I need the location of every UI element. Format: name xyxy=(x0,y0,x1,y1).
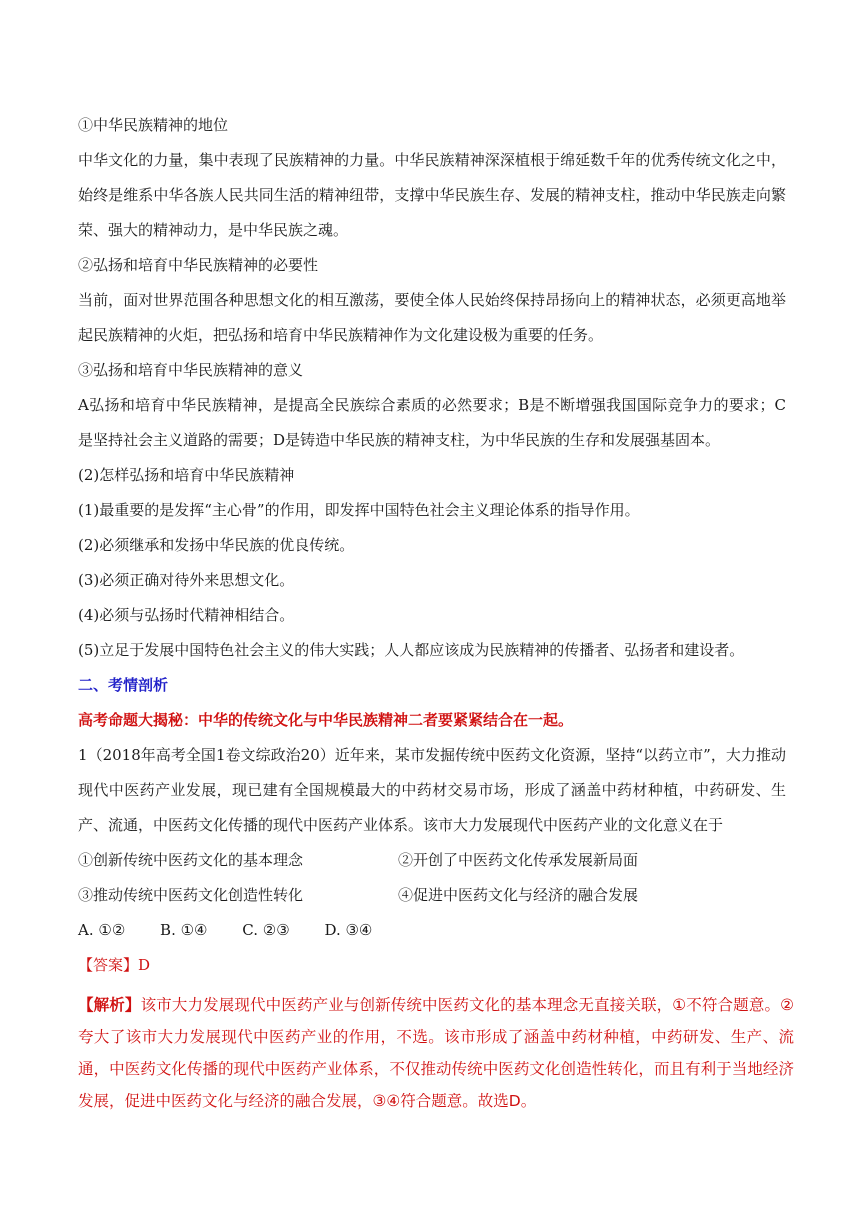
option-1: ①创新传统中医药文化的基本理念 xyxy=(78,851,304,869)
choice-a: A. ①② xyxy=(78,921,126,939)
section-3-body: A弘扬和培育中华民族精神，是提高全民族综合素质的必然要求；B是不断增强我国国际竞争力的要求；C是坚持社会主义道路的需要；D是铸造中华民族的精神支柱，为中华民族的生存和发展强基固本。 xyxy=(78,396,786,449)
analysis-label: 【解析】 xyxy=(78,996,141,1014)
section-3-title: ③弘扬和培育中华民族精神的意义 xyxy=(78,361,304,379)
how-title: (2)怎样弘扬和培育中华民族精神 xyxy=(78,466,295,484)
answer-choices xyxy=(78,913,786,948)
document-page xyxy=(78,108,794,1117)
how-item: (4)必须与弘扬时代精神相结合。 xyxy=(78,606,295,624)
analysis-text: 该市大力发展现代中医药产业与创新传统中医药文化的基本理念无直接关联，①不符合题意。②夸大了该市大力发展现代中医药产业的作用，不选。该市形成了涵盖中药材种植，中药研发、生产、流通，中医药文化传播的现代中医药产业体系，不仅推动传统中医药文化创造性转化，而且有利于当地经济发展，促进中医药文化与经济的融合发展，③④符合题意。故选D。 xyxy=(78,996,794,1110)
how-item: (5)立足于发展中国特色社会主义的伟大实践；人人都应该成为民族精神的传播者、弘扬者和建设者。 xyxy=(78,641,745,659)
exam-highlight: 高考命题大揭秘：中华的传统文化与中华民族精神二者要紧紧结合在一起。 xyxy=(78,711,574,729)
how-item: (3)必须正确对待外来思想文化。 xyxy=(78,571,295,589)
options-row-2 xyxy=(78,878,786,913)
how-item: (1)最重要的是发挥“主心骨”的作用，即发挥中国特色社会主义理论体系的指导作用。 xyxy=(78,501,640,519)
analysis-heading: 二、考情剖析 xyxy=(78,676,169,694)
question-stem: 1（2018年高考全国1卷文综政治20）近年来，某市发掘传统中医药文化资源，坚持“以药立市”，大力推动现代中医药产业发展，现已建有全国规模最大的中药材交易市场，形成了涵盖中药材种植，中药研发、生产、流通，中医药文化传播的现代中医药产业体系。该市大力发展现代中医药产业的文化意义在于 xyxy=(78,746,786,834)
section-1-title: ①中华民族精神的地位 xyxy=(78,116,229,134)
how-item: (2)必须继承和发扬中华民族的优良传统。 xyxy=(78,536,355,554)
section-2-title: ②弘扬和培育中华民族精神的必要性 xyxy=(78,256,319,274)
option-3: ③推动传统中医药文化创造性转化 xyxy=(78,886,304,904)
option-4: ④促进中医药文化与经济的融合发展 xyxy=(398,886,639,904)
options-row-1 xyxy=(78,843,786,878)
section-2-body: 当前，面对世界范围各种思想文化的相互激荡，要使全体人民始终保持昂扬向上的精神状态，必须更高地举起民族精神的火炬，把弘扬和培育中华民族精神作为文化建设极为重要的任务。 xyxy=(78,291,786,344)
answer-line xyxy=(78,948,786,983)
section-1-body: 中华文化的力量，集中表现了民族精神的力量。中华民族精神深深植根于绵延数千年的优秀传统文化之中，始终是维系中华各族人民共同生活的精神纽带，支撑中华民族生存、发展的精神支柱，推动中华民族走向繁荣、强大的精神动力，是中华民族之魂。 xyxy=(78,151,786,239)
analysis-block xyxy=(78,989,794,1117)
answer-value: D xyxy=(138,956,151,974)
answer-label: 【答案】 xyxy=(78,956,139,974)
choice-b: B. ①④ xyxy=(160,921,208,939)
choice-c: C. ②③ xyxy=(242,921,290,939)
choice-d: D. ③④ xyxy=(324,921,373,939)
option-2: ②开创了中医药文化传承发展新局面 xyxy=(398,851,639,869)
